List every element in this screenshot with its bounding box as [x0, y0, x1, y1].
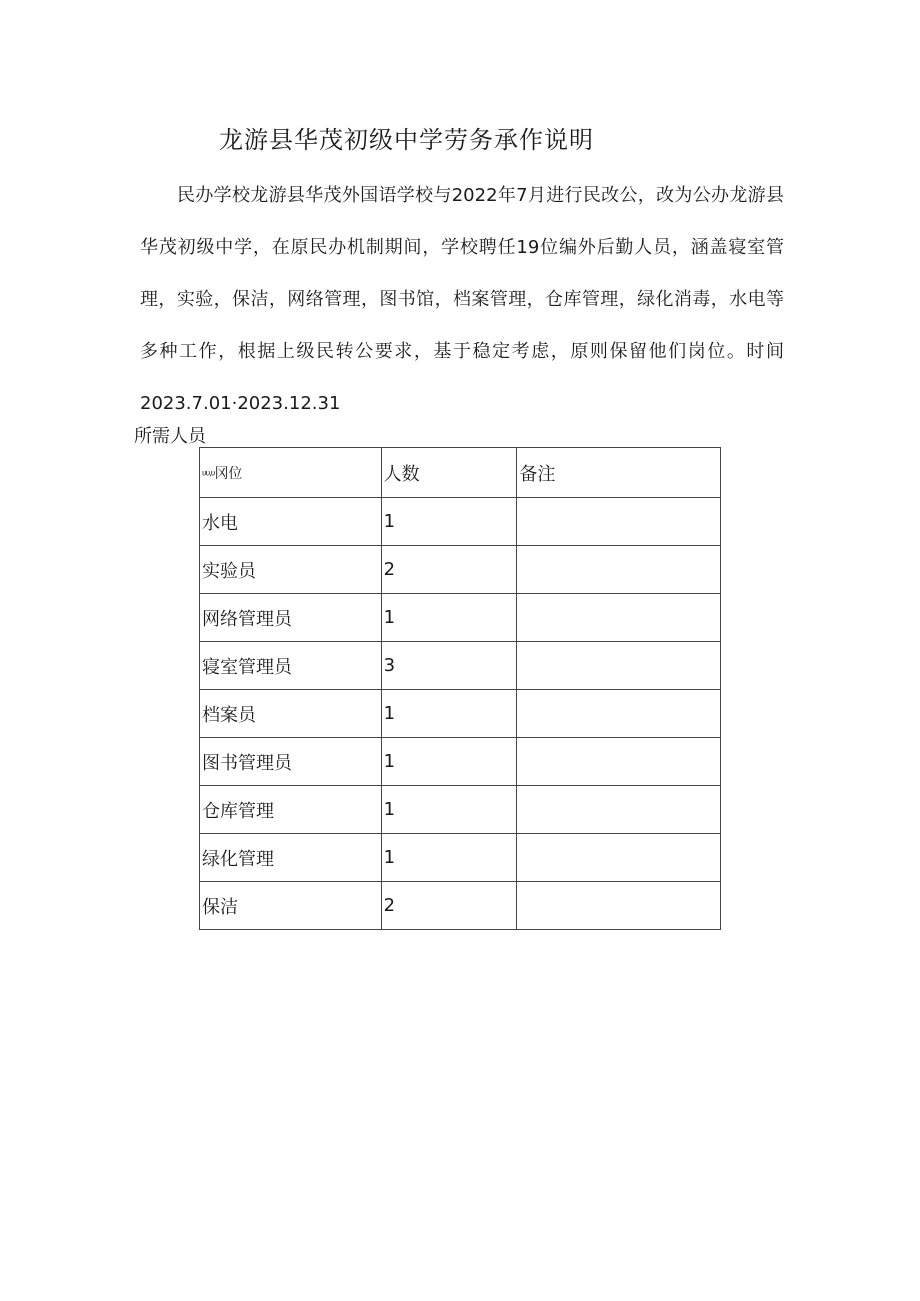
- cell-post: 档案员: [200, 690, 382, 738]
- cell-post: 保洁: [200, 882, 382, 930]
- table-header-row: [200, 448, 721, 498]
- cell-count: 1: [381, 594, 517, 642]
- cell-post: 绿化管理: [200, 834, 382, 882]
- cell-post: 实验员: [200, 546, 382, 594]
- page-title: 龙游县华茂初级中学劳务承作说明: [219, 126, 594, 154]
- cell-post: 寝室管理员: [200, 642, 382, 690]
- cell-note: [517, 786, 721, 834]
- table-row: [200, 546, 721, 594]
- cell-note: [517, 642, 721, 690]
- cell-count: 1: [381, 786, 517, 834]
- cell-post: 网络管理员: [200, 594, 382, 642]
- header-count: 人数: [381, 448, 517, 498]
- header-post: [200, 448, 382, 498]
- cell-count: 1: [381, 834, 517, 882]
- table-row: [200, 594, 721, 642]
- table-row: [200, 834, 721, 882]
- cell-note: [517, 498, 721, 546]
- cell-count: 3: [381, 642, 517, 690]
- table-row: [200, 882, 721, 930]
- header-post-label: 冈位: [214, 466, 243, 482]
- cell-note: [517, 834, 721, 882]
- table-row: [200, 498, 721, 546]
- table-row: [200, 786, 721, 834]
- body-paragraph: 民办学校龙游县华茂外国语学校与2022年7月进行民改公，改为公办龙游县华茂初级中学，在原民办机制期间，学校聘任19位编外后勤人员，涵盖寝室管理，实验，保洁，网络管理，图书馆，档案管理，仓库管理，绿化消毒，水电等多种工作，根据上级民转公要求，基于稳定考虑，原则保留他们岗位。时间2023.7.01·2023.12.31: [140, 185, 784, 414]
- cell-count: 1: [381, 690, 517, 738]
- cell-note: [517, 594, 721, 642]
- header-note: 备注: [517, 448, 721, 498]
- cell-post: 水电: [200, 498, 382, 546]
- cell-count: 1: [381, 498, 517, 546]
- cell-note: [517, 690, 721, 738]
- cell-note: [517, 738, 721, 786]
- header-post-mark: υυ,υ: [202, 468, 215, 478]
- staff-table: [199, 447, 721, 930]
- cell-post: 图书管理员: [200, 738, 382, 786]
- section-label: 所需人员: [134, 426, 206, 447]
- cell-count: 2: [381, 546, 517, 594]
- cell-count: 1: [381, 738, 517, 786]
- cell-post: 仓库管理: [200, 786, 382, 834]
- table-row: [200, 738, 721, 786]
- cell-note: [517, 882, 721, 930]
- cell-count: 2: [381, 882, 517, 930]
- cell-note: [517, 546, 721, 594]
- table-row: [200, 690, 721, 738]
- table-row: [200, 642, 721, 690]
